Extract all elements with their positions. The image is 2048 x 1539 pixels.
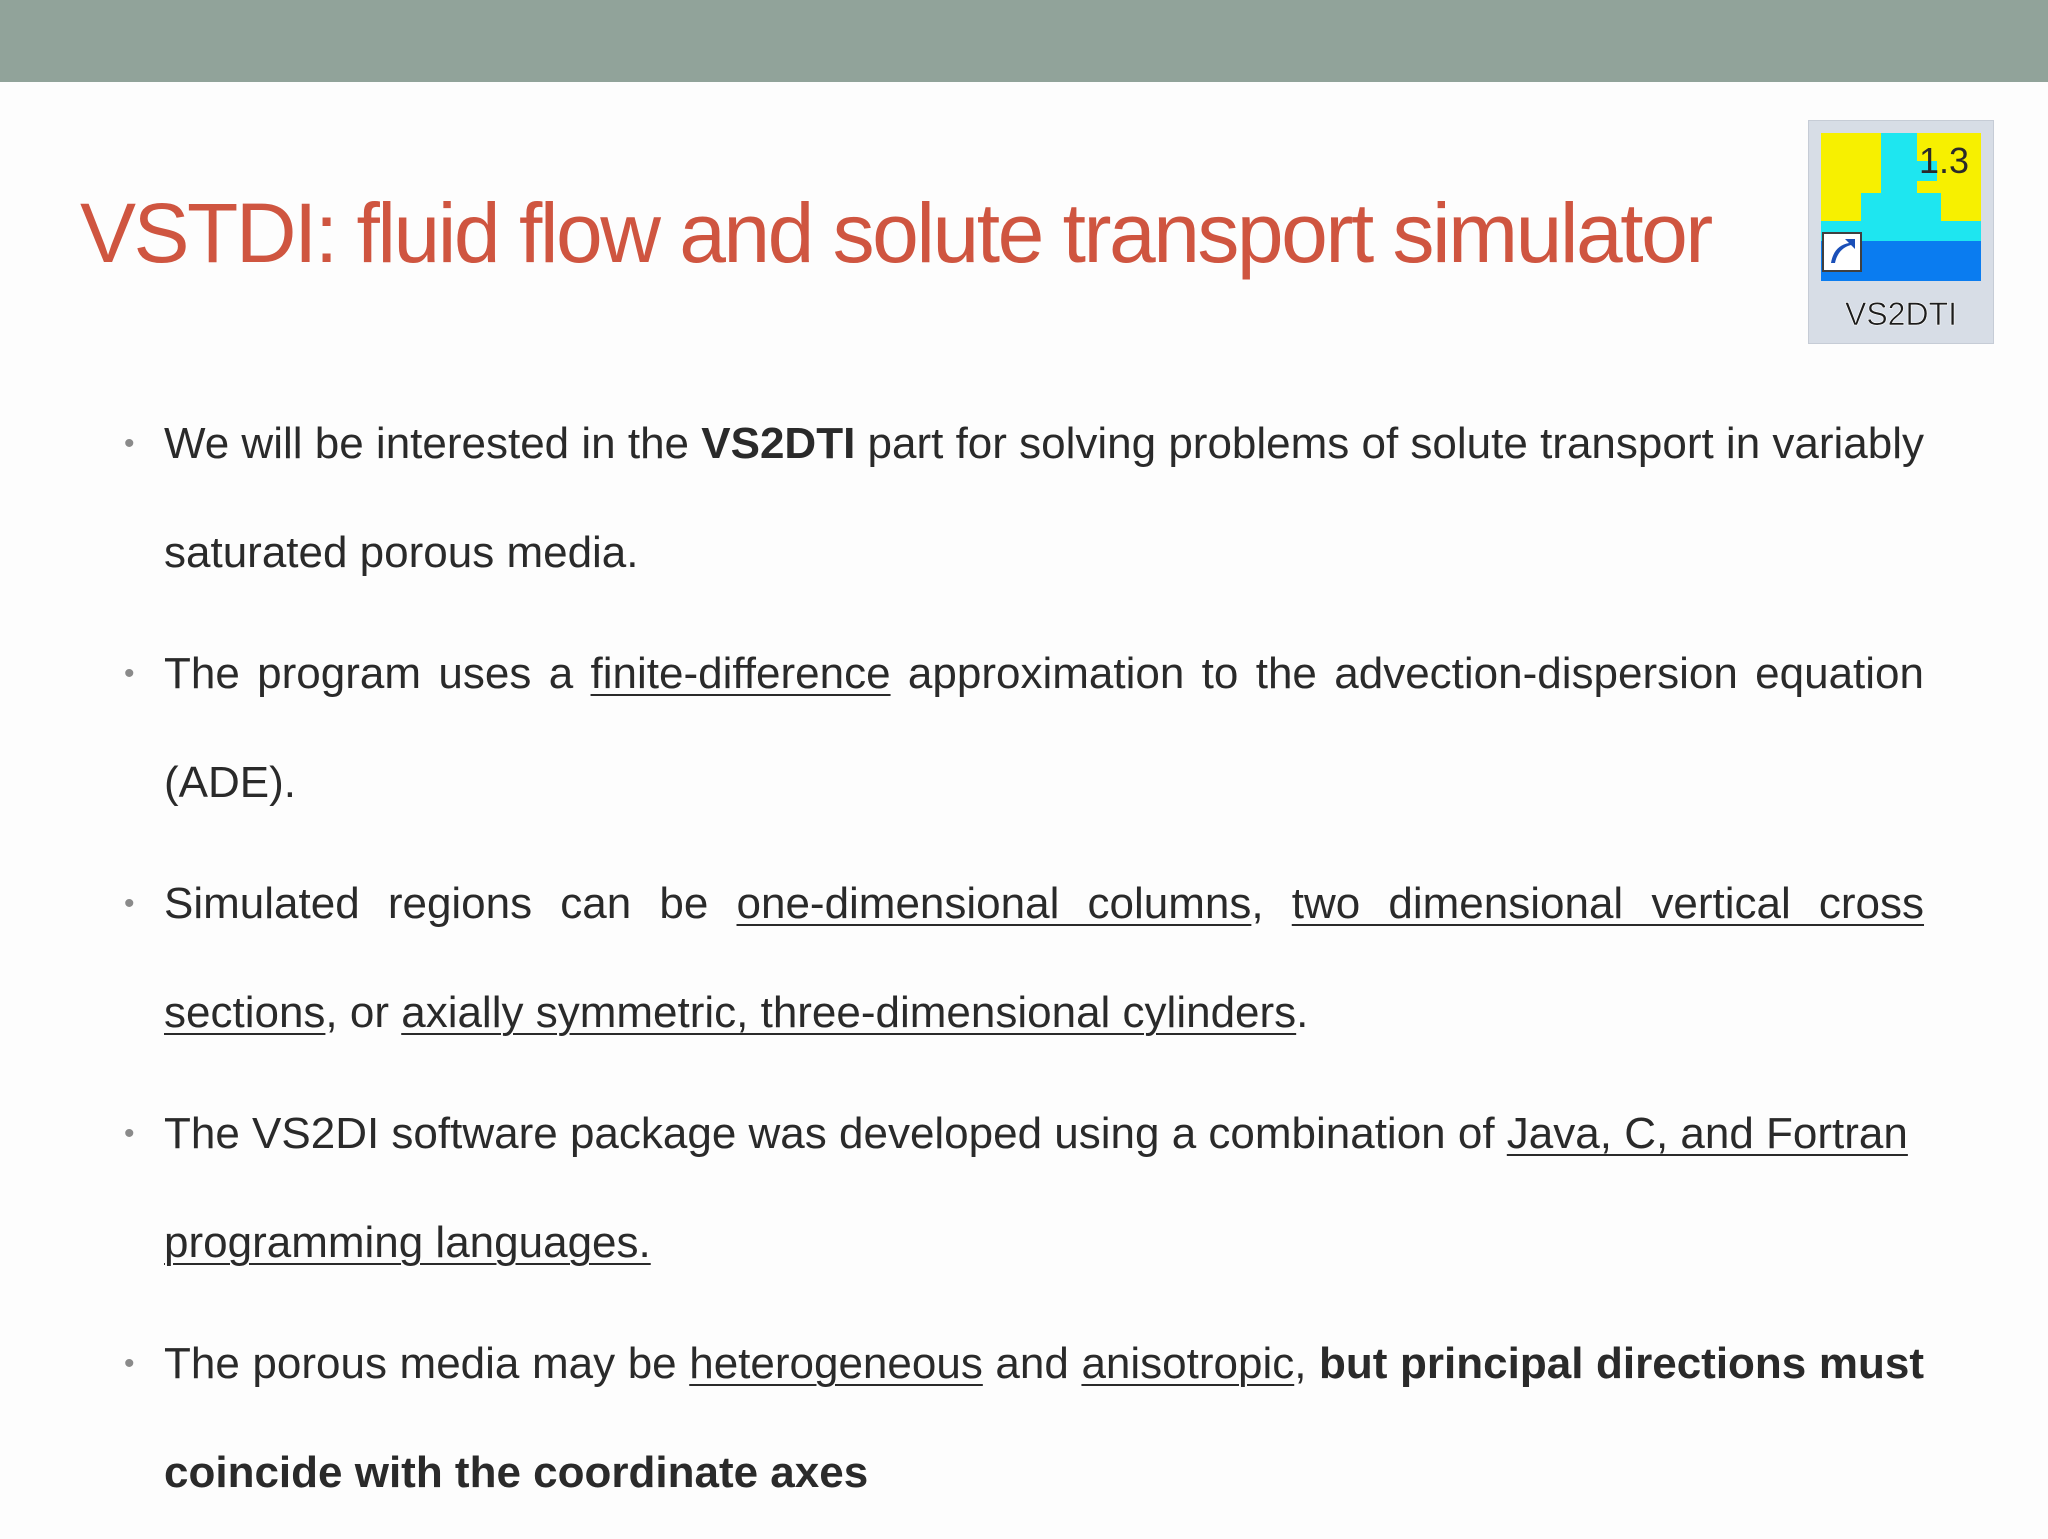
header-bar	[0, 0, 2048, 82]
bullet-link[interactable]: finite-difference	[590, 649, 891, 698]
bullet-text: ,	[1294, 1339, 1320, 1388]
bullet-link[interactable]: anisotropic	[1081, 1339, 1295, 1388]
bullet-text: The porous media may be	[164, 1339, 690, 1388]
bullet-item	[124, 1309, 1924, 1527]
app-icon-label: VS2DTI	[1844, 296, 1958, 332]
bullet-item	[124, 849, 1924, 1067]
bullet-marker: •	[124, 427, 135, 460]
bullet-bold-text: but principal directions must coincide with the coordinate axes	[164, 1339, 1924, 1497]
bullet-text: , or	[325, 988, 402, 1037]
bullet-text: part for solving problems of solute transport in variably saturated porous media.	[164, 419, 1925, 577]
app-icon-version: 1.3	[1918, 140, 1969, 181]
bullet-text: ,	[1251, 879, 1292, 928]
bullet-text: approximation to the advection-dispersion equation (ADE).	[164, 649, 1925, 807]
bullet-marker: •	[124, 1347, 135, 1380]
bullet-text: Simulated regions can be	[164, 879, 737, 928]
bullet-link[interactable]: two dimensional vertical cross sections	[164, 879, 1925, 1037]
bullet-link[interactable]: one-dimensional columns	[736, 879, 1252, 928]
app-icon-graphic	[1809, 121, 1993, 343]
vs2dti-shortcut-icon[interactable]	[1808, 120, 1994, 344]
bullet-item	[124, 389, 1924, 607]
bullet-text: The VS2DI software package was developed using a combination of	[164, 1109, 1507, 1158]
bullet-list	[124, 389, 1924, 1539]
slide-title: VSTDI: fluid flow and solute transport simulator	[80, 186, 1711, 280]
bullet-marker: •	[124, 1117, 135, 1150]
bullet-text: The program uses a	[164, 649, 591, 698]
bullet-text: We will be interested in the	[164, 419, 702, 468]
bullet-link[interactable]: heterogeneous	[689, 1339, 983, 1388]
bullet-marker: •	[124, 657, 135, 690]
bullet-item	[124, 1079, 1924, 1297]
bullet-bold-text: VS2DTI	[701, 419, 856, 468]
bullet-link[interactable]: axially symmetric, three-dimensional cylinders	[401, 988, 1297, 1037]
bullet-text: .	[1296, 988, 1309, 1037]
bullet-text: and	[982, 1339, 1082, 1388]
bullet-marker: •	[124, 887, 135, 920]
bullet-link[interactable]: Java, C, and Fortran programming languages.	[164, 1109, 1908, 1267]
shortcut-arrow-box	[1823, 233, 1861, 271]
bullet-item	[124, 619, 1924, 837]
